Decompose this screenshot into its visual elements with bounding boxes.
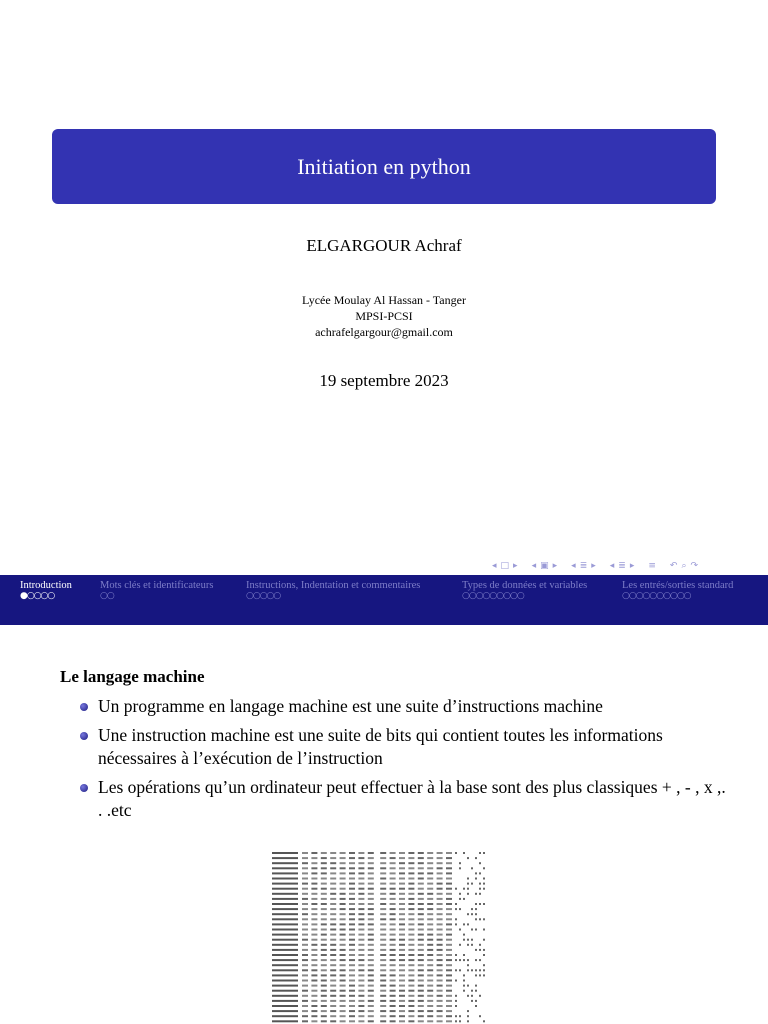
- nav-subsection-icon[interactable]: ▣: [540, 561, 549, 571]
- nav-section-label: Types de données et variables: [462, 580, 588, 591]
- nav-section-label: Introduction: [20, 580, 72, 591]
- bullet-icon: [80, 703, 88, 711]
- frame-title: Le langage machine: [60, 667, 205, 686]
- nav-prev-icon[interactable]: ◂: [492, 561, 497, 571]
- nav-section-label: Les entrés/sorties standard: [622, 580, 734, 591]
- subsection-bar: [0, 606, 768, 625]
- list-item-text: Les opérations qu’un ordinateur peut effectuer à la base sont des plus classiques + , - , x ,. . .etc: [98, 777, 726, 820]
- bullet-list: [78, 695, 728, 828]
- nav-section-label: Instructions, Indentation et commentaires: [246, 580, 421, 591]
- nav-section-frame-dots[interactable]: ○○: [100, 591, 114, 601]
- institution-email: achrafelgargour@gmail.com: [315, 325, 453, 339]
- nav-section-frame-dots[interactable]: ○○○○○○○○○: [462, 591, 524, 601]
- nav-section-types[interactable]: [462, 580, 587, 601]
- presentation-date: 19 septembre 2023: [319, 371, 449, 390]
- nav-next-icon[interactable]: ▸: [513, 561, 518, 571]
- list-item: [78, 695, 728, 718]
- nav-doc-icon[interactable]: ≣: [618, 561, 626, 571]
- institution-class: MPSI-PCSI: [355, 309, 413, 323]
- nav-section-icon[interactable]: ≣: [579, 561, 588, 571]
- presentation-title: Initiation en python: [297, 153, 471, 179]
- bullet-icon: [80, 732, 88, 740]
- beamer-navigation-symbols: [492, 559, 768, 573]
- institution-block: [0, 292, 768, 340]
- list-item: [78, 724, 728, 770]
- author-name: ELGARGOUR Achraf: [306, 236, 462, 255]
- nav-prev-section-icon[interactable]: ◂: [571, 561, 576, 571]
- nav-toc-icon[interactable]: ≡: [648, 561, 656, 571]
- nav-section-entrees-sorties[interactable]: [622, 580, 733, 601]
- nav-section-frame-dots[interactable]: ○○○○○: [246, 591, 281, 601]
- nav-frame-icon[interactable]: □: [500, 561, 510, 571]
- machine-code-hexdump-image: [270, 848, 492, 1024]
- nav-prev-doc-icon[interactable]: ◂: [609, 561, 615, 571]
- presentation-title-box: [52, 129, 716, 204]
- list-item-text: Un programme en langage machine est une suite d’instructions machine: [98, 696, 603, 716]
- institution-school: Lycée Moulay Al Hassan - Tanger: [302, 293, 466, 307]
- nav-prev-subsection-icon[interactable]: ◂: [531, 561, 537, 571]
- nav-next-subsection-icon[interactable]: ▸: [552, 561, 558, 571]
- nav-section-frame-dots[interactable]: ○○○○○○○○○○: [622, 591, 691, 601]
- list-item-text: Une instruction machine est une suite de bits qui contient toutes les informations nécessaires à l’exécution de l’instruction: [98, 725, 663, 768]
- nav-section-introduction[interactable]: [20, 580, 72, 601]
- nav-section-mots-cles[interactable]: [100, 580, 213, 601]
- nav-back-icon[interactable]: ↶: [669, 561, 678, 571]
- nav-search-icon[interactable]: ⌕: [681, 561, 687, 571]
- list-item: [78, 776, 728, 822]
- nav-forward-icon[interactable]: ↷: [690, 561, 699, 571]
- nav-next-doc-icon[interactable]: ▸: [629, 561, 635, 571]
- nav-section-instructions[interactable]: [246, 580, 420, 601]
- nav-section-frame-dots[interactable]: ●○○○○: [20, 591, 55, 601]
- bullet-icon: [80, 784, 88, 792]
- nav-section-label: Mots clés et identificateurs: [100, 580, 214, 591]
- nav-next-section-icon[interactable]: ▸: [591, 561, 596, 571]
